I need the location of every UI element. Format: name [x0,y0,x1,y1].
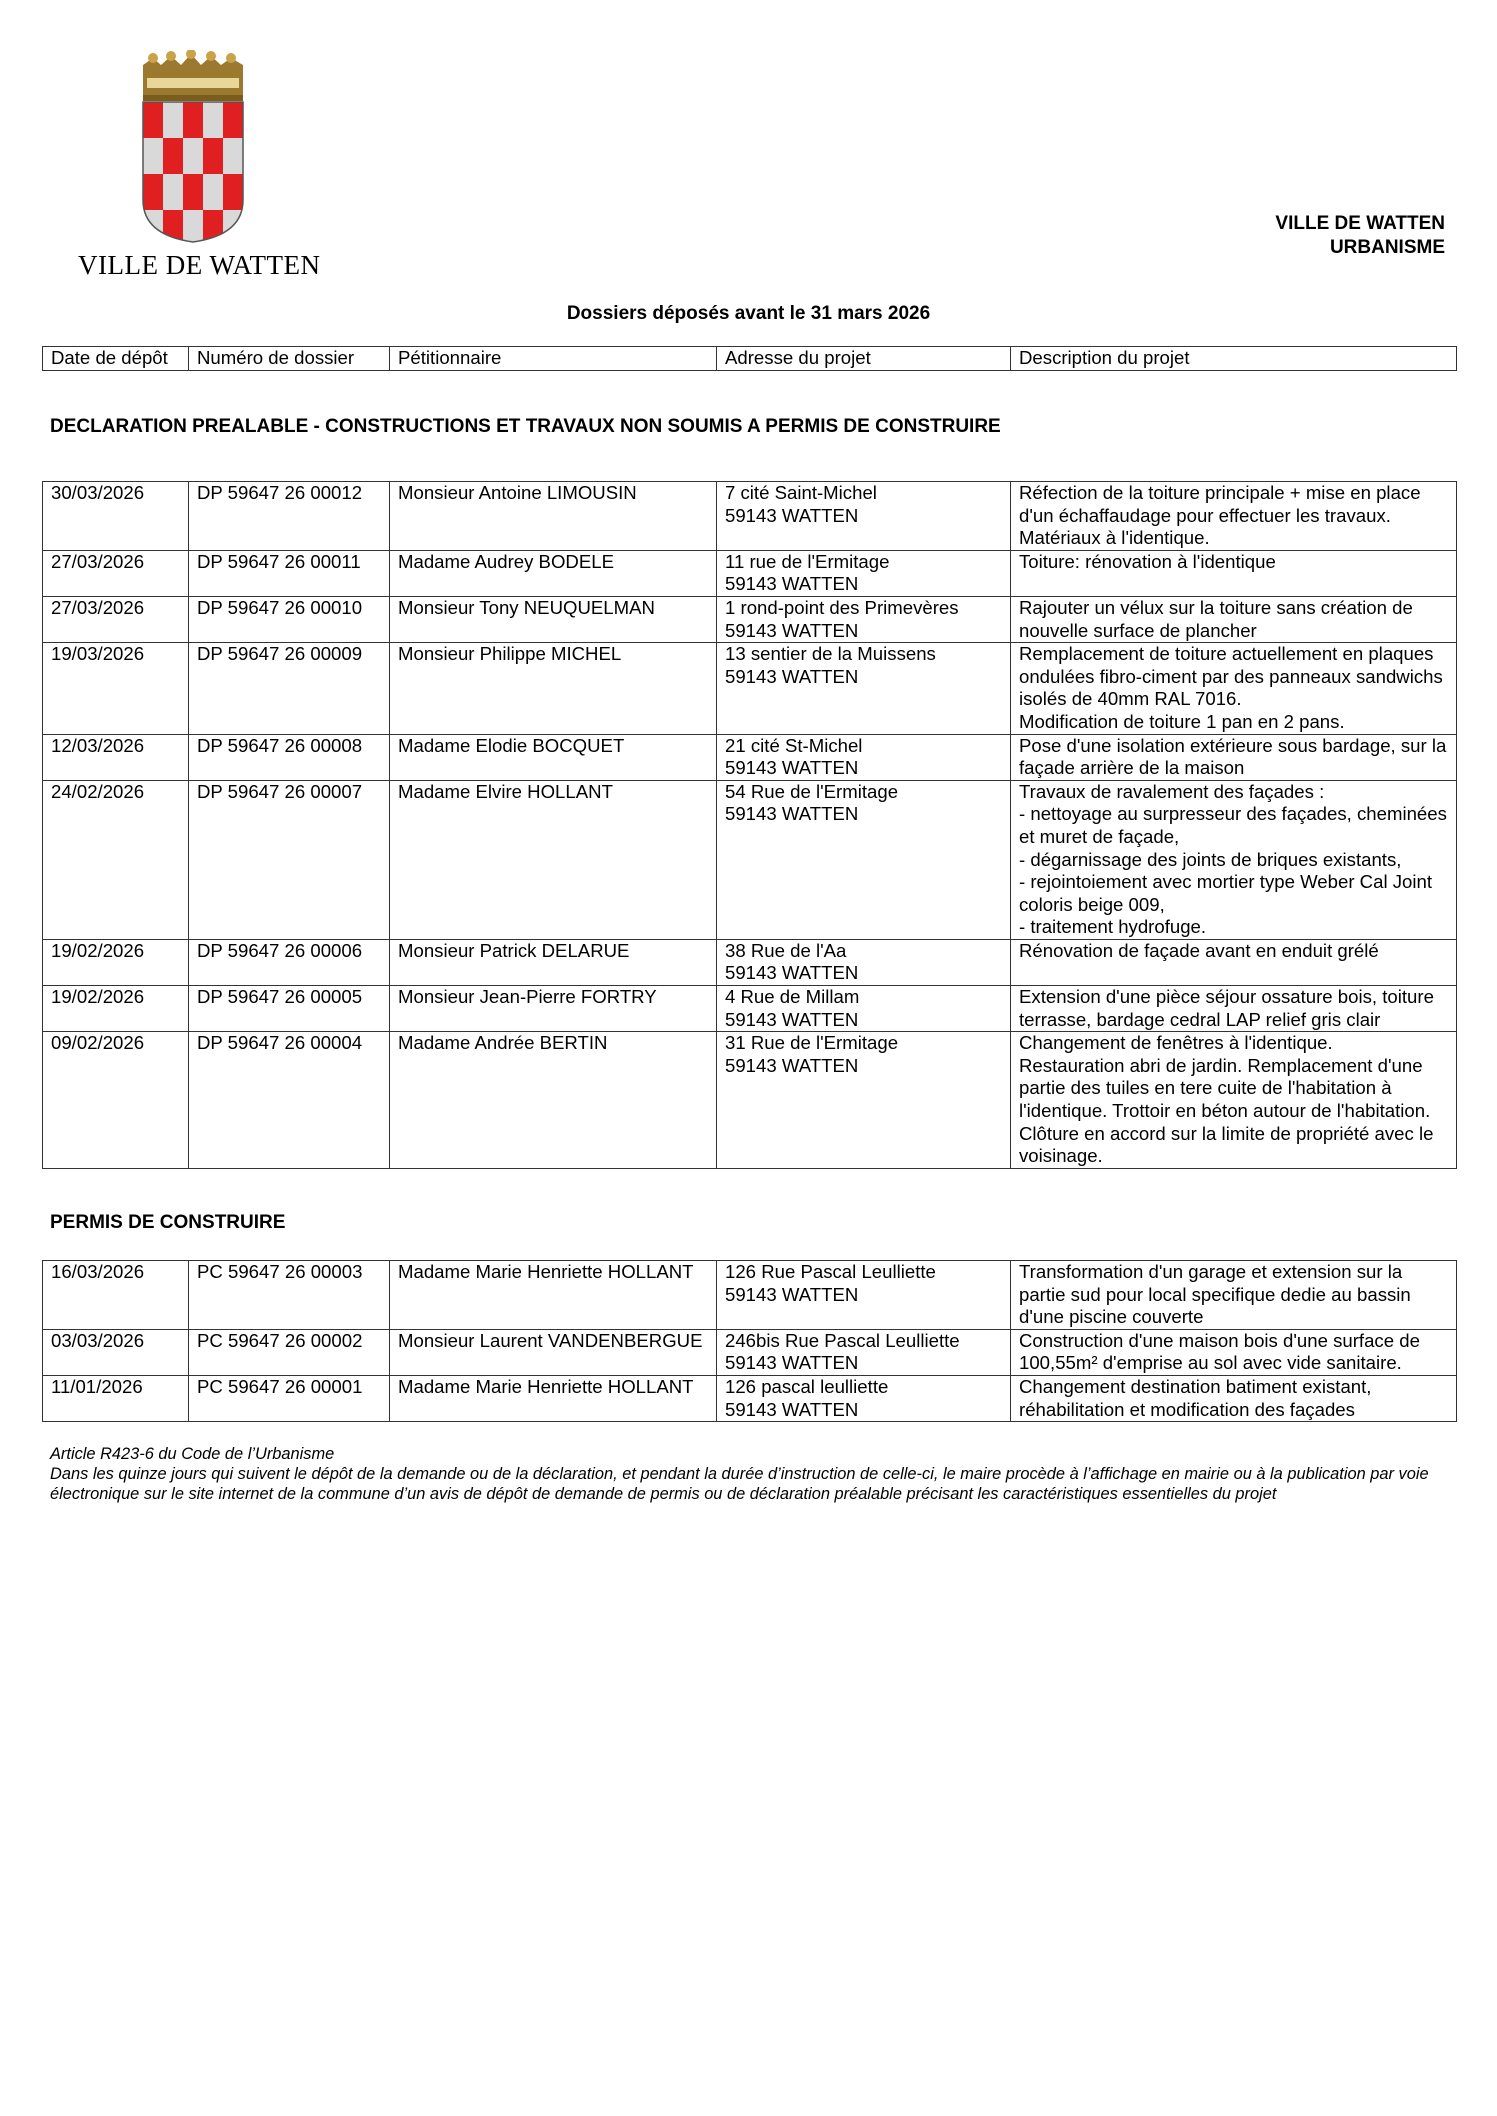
cell-numero: DP 59647 26 00008 [189,734,390,780]
legal-note [50,1444,1445,1504]
cell-description: Construction d'une maison bois d'une surface de 100,55m² d'emprise au sol avec vide sanitaire. [1011,1329,1457,1375]
cell-description: Changement de fenêtres à l'identique. Restauration abri de jardin. Remplacement d'une partie des tuiles en tere cuite de l'habitation à l'identique. Trottoir en béton autour de l'habitation. Clôture en accord sur la limite de propriété avec le voisinage. [1011,1032,1457,1169]
cell-date: 19/03/2026 [43,643,189,734]
permis-table-body [43,1261,1457,1422]
cell-petitionnaire: Madame Elvire HOLLANT [390,780,717,939]
declaration-table-body [43,482,1457,1169]
cell-numero: PC 59647 26 00002 [189,1329,390,1375]
cell-petitionnaire: Monsieur Laurent VANDENBERGUE [390,1329,717,1375]
cell-adresse: 246bis Rue Pascal Leulliette 59143 WATTEN [717,1329,1011,1375]
cell-adresse: 38 Rue de l'Aa 59143 WATTEN [717,939,1011,985]
column-header: Description du projet [1011,347,1457,371]
column-header-row [43,347,1457,371]
permis-table [42,1260,1457,1422]
cell-description: Remplacement de toiture actuellement en plaques ondulées fibro-ciment par des panneaux sandwichs isolés de 40mm RAL 7016. Modification de toiture 1 pan en 2 pans. [1011,643,1457,734]
cell-date: 24/02/2026 [43,780,189,939]
cell-numero: DP 59647 26 00010 [189,596,390,642]
page-title: Dossiers déposés avant le 31 mars 2026 [566,303,931,324]
table-row [43,1032,1457,1169]
table-row [43,986,1457,1032]
cell-adresse: 1 rond-point des Primevères 59143 WATTEN [717,596,1011,642]
cell-description: Réfection de la toiture principale + mise en place d'un échaffaudage pour effectuer les travaux. Matériaux à l'identique. [1011,482,1457,551]
section-heading-declaration: DECLARATION PREALABLE - CONSTRUCTIONS ET TRAVAUX NON SOUMIS A PERMIS DE CONSTRUIRE [50,416,1001,437]
cell-adresse: 13 sentier de la Muissens 59143 WATTEN [717,643,1011,734]
cell-petitionnaire: Monsieur Tony NEUQUELMAN [390,596,717,642]
column-header-table [42,346,1457,371]
cell-numero: DP 59647 26 00007 [189,780,390,939]
cell-petitionnaire: Madame Audrey BODELE [390,550,717,596]
cell-petitionnaire: Monsieur Philippe MICHEL [390,643,717,734]
cell-date: 27/03/2026 [43,596,189,642]
cell-adresse: 7 cité Saint-Michel 59143 WATTEN [717,482,1011,551]
legal-article: Article R423-6 du Code de l’Urbanisme [50,1445,335,1463]
cell-date: 12/03/2026 [43,734,189,780]
cell-description: Rajouter un vélux sur la toiture sans création de nouvelle surface de plancher [1011,596,1457,642]
section-heading-permis: PERMIS DE CONSTRUIRE [50,1212,286,1233]
coat-of-arms-icon [125,50,265,250]
cell-adresse: 21 cité St-Michel 59143 WATTEN [717,734,1011,780]
column-header: Date de dépôt [43,347,189,371]
cell-date: 09/02/2026 [43,1032,189,1169]
cell-adresse: 126 pascal leulliette 59143 WATTEN [717,1375,1011,1421]
column-header: Pétitionnaire [390,347,717,371]
cell-petitionnaire: Monsieur Patrick DELARUE [390,939,717,985]
cell-numero: DP 59647 26 00005 [189,986,390,1032]
org-department: URBANISME [1329,237,1445,258]
cell-numero: DP 59647 26 00006 [189,939,390,985]
cell-description: Changement destination batiment existant, réhabilitation et modification des façades [1011,1375,1457,1421]
table-row [43,734,1457,780]
legal-text: Dans les quinze jours qui suivent le dépôt de la demande ou de la déclaration, et pendant la durée d’instruction de celle-ci, le maire procède à l’affichage en mairie ou à la publication par voie électronique sur le site internet de la commune d’un avis de dépôt de demande de permis ou de déclaration préalable précisant les caractéristiques essentielles du projet [50,1465,1429,1503]
cell-date: 11/01/2026 [43,1375,189,1421]
table-row [43,1261,1457,1330]
table-row [43,550,1457,596]
table-row [43,482,1457,551]
column-header: Numéro de dossier [189,347,390,371]
organization-block [1275,212,1445,260]
cell-description: Toiture: rénovation à l'identique [1011,550,1457,596]
table-row [43,643,1457,734]
cell-petitionnaire: Madame Marie Henriette HOLLANT [390,1261,717,1330]
cell-description: Pose d'une isolation extérieure sous bardage, sur la façade arrière de la maison [1011,734,1457,780]
cell-adresse: 31 Rue de l'Ermitage 59143 WATTEN [717,1032,1011,1169]
cell-numero: DP 59647 26 00009 [189,643,390,734]
cell-date: 30/03/2026 [43,482,189,551]
logo [70,50,340,290]
declaration-table [42,481,1457,1169]
cell-numero: PC 59647 26 00001 [189,1375,390,1421]
cell-numero: DP 59647 26 00012 [189,482,390,551]
cell-date: 19/02/2026 [43,939,189,985]
cell-date: 03/03/2026 [43,1329,189,1375]
table-row [43,596,1457,642]
cell-adresse: 4 Rue de Millam 59143 WATTEN [717,986,1011,1032]
cell-numero: DP 59647 26 00004 [189,1032,390,1169]
cell-petitionnaire: Monsieur Jean-Pierre FORTRY [390,986,717,1032]
cell-petitionnaire: Madame Elodie BOCQUET [390,734,717,780]
cell-petitionnaire: Madame Marie Henriette HOLLANT [390,1375,717,1421]
cell-description: Transformation d'un garage et extension sur la partie sud pour local specifique dedie au bassin d'une piscine couverte [1011,1261,1457,1330]
cell-date: 16/03/2026 [43,1261,189,1330]
cell-adresse: 11 rue de l'Ermitage 59143 WATTEN [717,550,1011,596]
cell-description: Travaux de ravalement des façades : - nettoyage au surpresseur des façades, cheminées et muret de façade, - dégarnissage des joints de briques existants, - rejointoiement avec mortier type Weber Cal Joint coloris beige 009, - traitement hydrofuge. [1011,780,1457,939]
logo-text: VILLE DE WATTEN [78,250,321,280]
cell-date: 27/03/2026 [43,550,189,596]
cell-numero: DP 59647 26 00011 [189,550,390,596]
cell-date: 19/02/2026 [43,986,189,1032]
cell-petitionnaire: Monsieur Antoine LIMOUSIN [390,482,717,551]
table-row [43,939,1457,985]
cell-adresse: 54 Rue de l'Ermitage 59143 WATTEN [717,780,1011,939]
table-row [43,1375,1457,1421]
cell-petitionnaire: Madame Andrée BERTIN [390,1032,717,1169]
cell-description: Rénovation de façade avant en enduit grélé [1011,939,1457,985]
cell-description: Extension d'une pièce séjour ossature bois, toiture terrasse, bardage cedral LAP relief gris clair [1011,986,1457,1032]
cell-numero: PC 59647 26 00003 [189,1261,390,1330]
column-header: Adresse du projet [717,347,1011,371]
table-row [43,1329,1457,1375]
org-name: VILLE DE WATTEN [1275,213,1445,234]
table-row [43,780,1457,939]
cell-adresse: 126 Rue Pascal Leulliette 59143 WATTEN [717,1261,1011,1330]
